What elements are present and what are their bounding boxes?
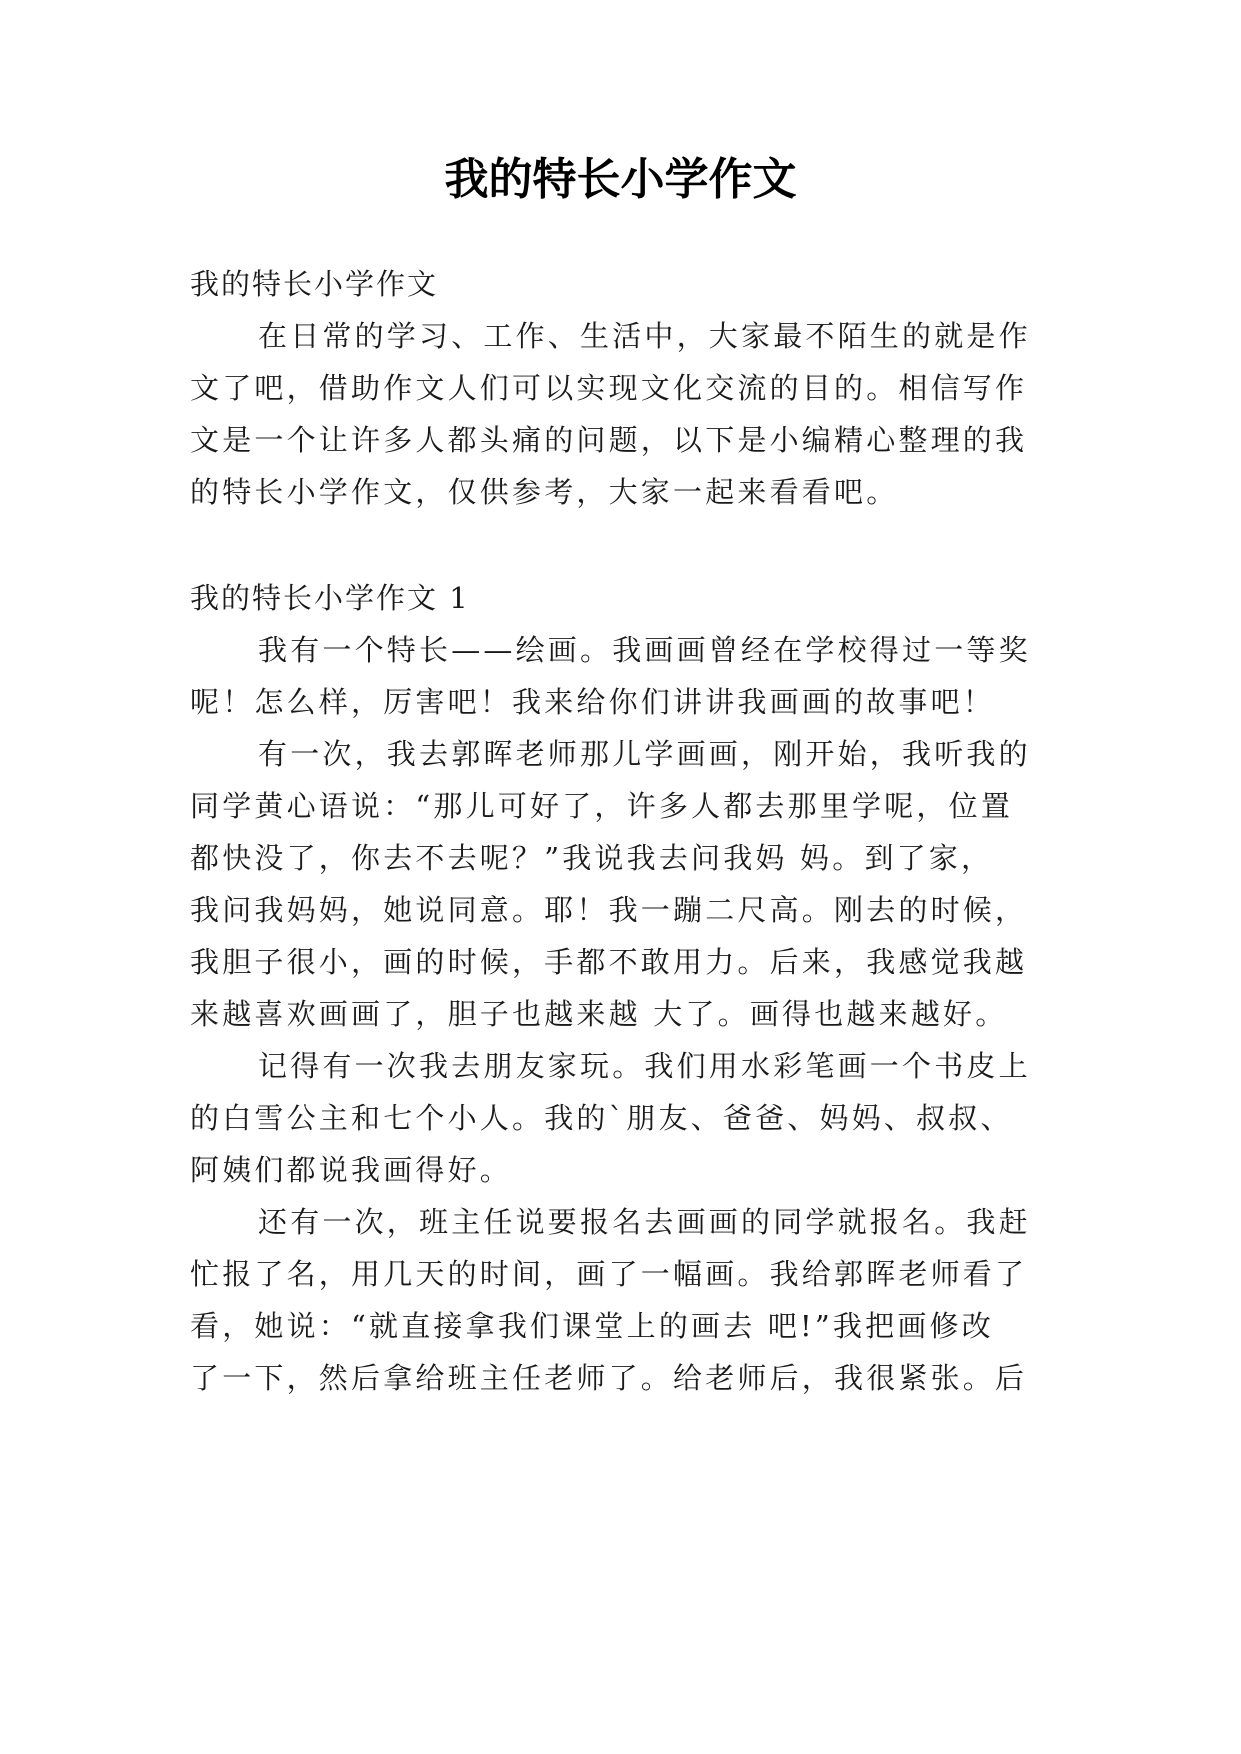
essay-line: 忙报了名，用几天的时间，画了一幅画。我给郭晖老师看了	[190, 1257, 1028, 1291]
section-heading: 我的特长小学作文 1	[190, 581, 470, 615]
essay-line: 还有一次，班主任说要报名去画画的同学就报名。我赶	[258, 1205, 1031, 1239]
intro-line: 在日常的学习、工作、生活中，大家最不陌生的就是作	[258, 319, 1031, 353]
intro-line: 的特长小学作文，仅供参考，大家一起来看看吧。	[190, 475, 899, 509]
essay-line: 我胆子很小，画的时候，手都不敢用力。后来，我感觉我越	[190, 945, 1028, 979]
essay-line: 我有一个特长——绘画。我画画曾经在学校得过一等奖	[258, 633, 1031, 667]
essay-line: 记得有一次我去朋友家玩。我们用水彩笔画一个书皮上	[258, 1049, 1031, 1083]
document-subtitle: 我的特长小学作文	[190, 267, 439, 301]
essay-line: 了一下，然后拿给班主任老师了。给老师后，我很紧张。后	[190, 1361, 1028, 1395]
essay-line: 来越喜欢画画了，胆子也越来越 大了。画得也越来越好。	[190, 997, 1008, 1031]
intro-line: 文了吧，借助作文人们可以实现文化交流的目的。相信写作	[190, 371, 1028, 405]
essay-line: 呢！怎么样，厉害吧！我来给你们讲讲我画画的故事吧！	[190, 685, 996, 719]
essay-line: 看，她说：“就直接拿我们课堂上的画去 吧!”我把画修改	[190, 1309, 994, 1343]
essay-line: 同学黄心语说：“那儿可好了，许多人都去那里学呢，位置	[190, 789, 1014, 823]
essay-line: 的白雪公主和七个小人。我的`朋友、爸爸、妈妈、叔叔、	[190, 1101, 1013, 1135]
document-title: 我的特长小学作文	[444, 154, 797, 205]
essay-line: 都快没了，你去不去呢？”我说我去问我妈 妈。到了家，	[190, 841, 994, 875]
essay-line: 阿姨们都说我画得好。	[190, 1153, 513, 1187]
essay-line: 我问我妈妈，她说同意。耶！我一蹦二尺高。刚去的时候，	[190, 893, 1028, 927]
essay-line: 有一次，我去郭晖老师那儿学画画，刚开始，我听我的	[258, 737, 1031, 771]
intro-line: 文是一个让许多人都头痛的问题，以下是小编精心整理的我	[190, 423, 1028, 457]
